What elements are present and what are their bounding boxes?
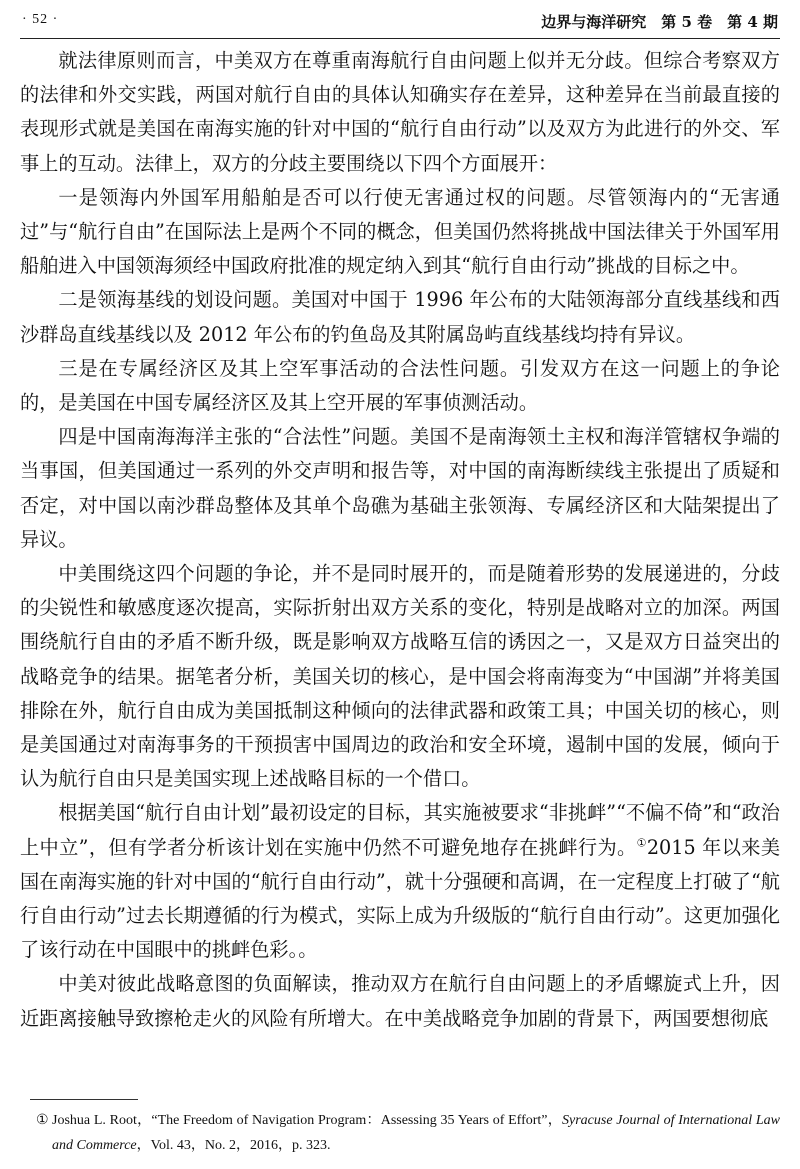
paragraph-text: 根据美国“航行自由计划”最初设定的目标，其实施被要求“非挑衅”“不偏不倚”和“政治上中立”，但有学者分析该计划在实施中仍然不可避免地存在挑衅行为。	[20, 801, 780, 859]
paragraph: 中美围绕这四个问题的争论，并不是同时展开的，而是随着形势的发展递进的，分歧的尖锐性和敏感度逐次提高，实际折射出双方关系的变化，特别是战略对立的加深。两国围绕航行自由的矛盾不断升级，既是影响双方战略互信的诱因之一，又是双方日益突出的战略竞争的结果。据笔者分析，美国关切的核心，是中国会将南海变为“中国湖”并将美国排除在外，航行自由成为美国抵制这种倾向的法律武器和政策工具；中国关切的核心，则是美国通过对南海事务的干预损害中国周边的政治和安全环境，遏制中国的发展，倾向于认为航行自由只是美国实现上述战略目标的一个借口。	[20, 562, 780, 791]
paragraph: 二是领海基线的划设问题。美国对中国于 1996 年公布的大陆领海部分直线基线和西沙群岛直线基线以及 2012 年公布的钓鱼岛及其附属岛屿直线基线均持有异议。	[20, 288, 780, 346]
footnote-divider	[30, 1099, 138, 1100]
page-number: · 52 ·	[22, 12, 59, 27]
running-header	[20, 8, 780, 39]
footnote-reference[interactable]: ①	[636, 836, 647, 850]
footnote-mark: ①	[36, 1113, 49, 1128]
paragraph: 一是领海内外国军用船舶是否可以行使无害通过权的问题。尽管领海内的“无害通过”与“航行自由”在国际法上是两个不同的概念，但美国仍然将挑战中国法律关于外国军用船舶进入中国领海须经中国政府批准的规定纳入到其“航行自由行动”挑战的目标之中。	[20, 185, 780, 278]
paragraph: 三是在专属经济区及其上空军事活动的合法性问题。引发双方在这一问题上的争论的，是美国在中国专属经济区及其上空开展的军事侦测活动。	[20, 356, 780, 415]
journal-issue: 边界与海洋研究 第 5 卷 第 4 期	[541, 13, 778, 31]
footnote-citation: Joshua L. Root，“The Freedom of Navigation Program：Assessing 35 Years of Effort”，	[52, 1113, 562, 1128]
paragraph-with-footnote	[20, 796, 780, 967]
paragraph-text-continued: 2015 年以来美国在南海实施的针对中国的“航行自由行动”，就十分强硬和高调，在一定程度上打破了“航行自由行动”过去长期遵循的行为模式，实际上成为升级版的“航行自由行动”。这更加强化了该行动在中国眼中的挑衅色彩。。	[20, 835, 781, 962]
paragraph: 四是中国南海海洋主张的“合法性”问题。美国不是南海领土主权和海洋管辖权争端的当事国，但美国通过一系列的外交声明和报告等，对中国的南海断续线主张提出了质疑和否定，对中国以南沙群岛整体及其单个岛礁为基础主张领海、专属经济区和大陆架提出了异议。	[20, 425, 780, 551]
paragraph: 就法律原则而言，中美双方在尊重南海航行自由问题上似并无分歧。但综合考察双方的法律和外交实践，两国对航行自由的具体认知确实存在差异，这种差异在当前最直接的表现形式就是美国在南海实施的针对中国的“航行自由行动”以及双方为此进行的外交、军事上的互动。法律上，双方的分歧主要围绕以下四个方面展开：	[20, 49, 780, 175]
footnote-details: ，Vol. 43，No. 2，2016，p. 323.	[136, 1138, 331, 1153]
footnote-journal: Syracuse Journal of International Law and Commerce	[52, 1113, 780, 1153]
footnote	[36, 1108, 780, 1158]
article-body	[20, 44, 780, 1036]
paragraph: 中美对彼此战略意图的负面解读，推动双方在航行自由问题上的矛盾螺旋式上升，因近距离接触导致擦枪走火的风险有所增大。在中美战略竞争加剧的背景下，两国要想彻底	[20, 972, 780, 1030]
